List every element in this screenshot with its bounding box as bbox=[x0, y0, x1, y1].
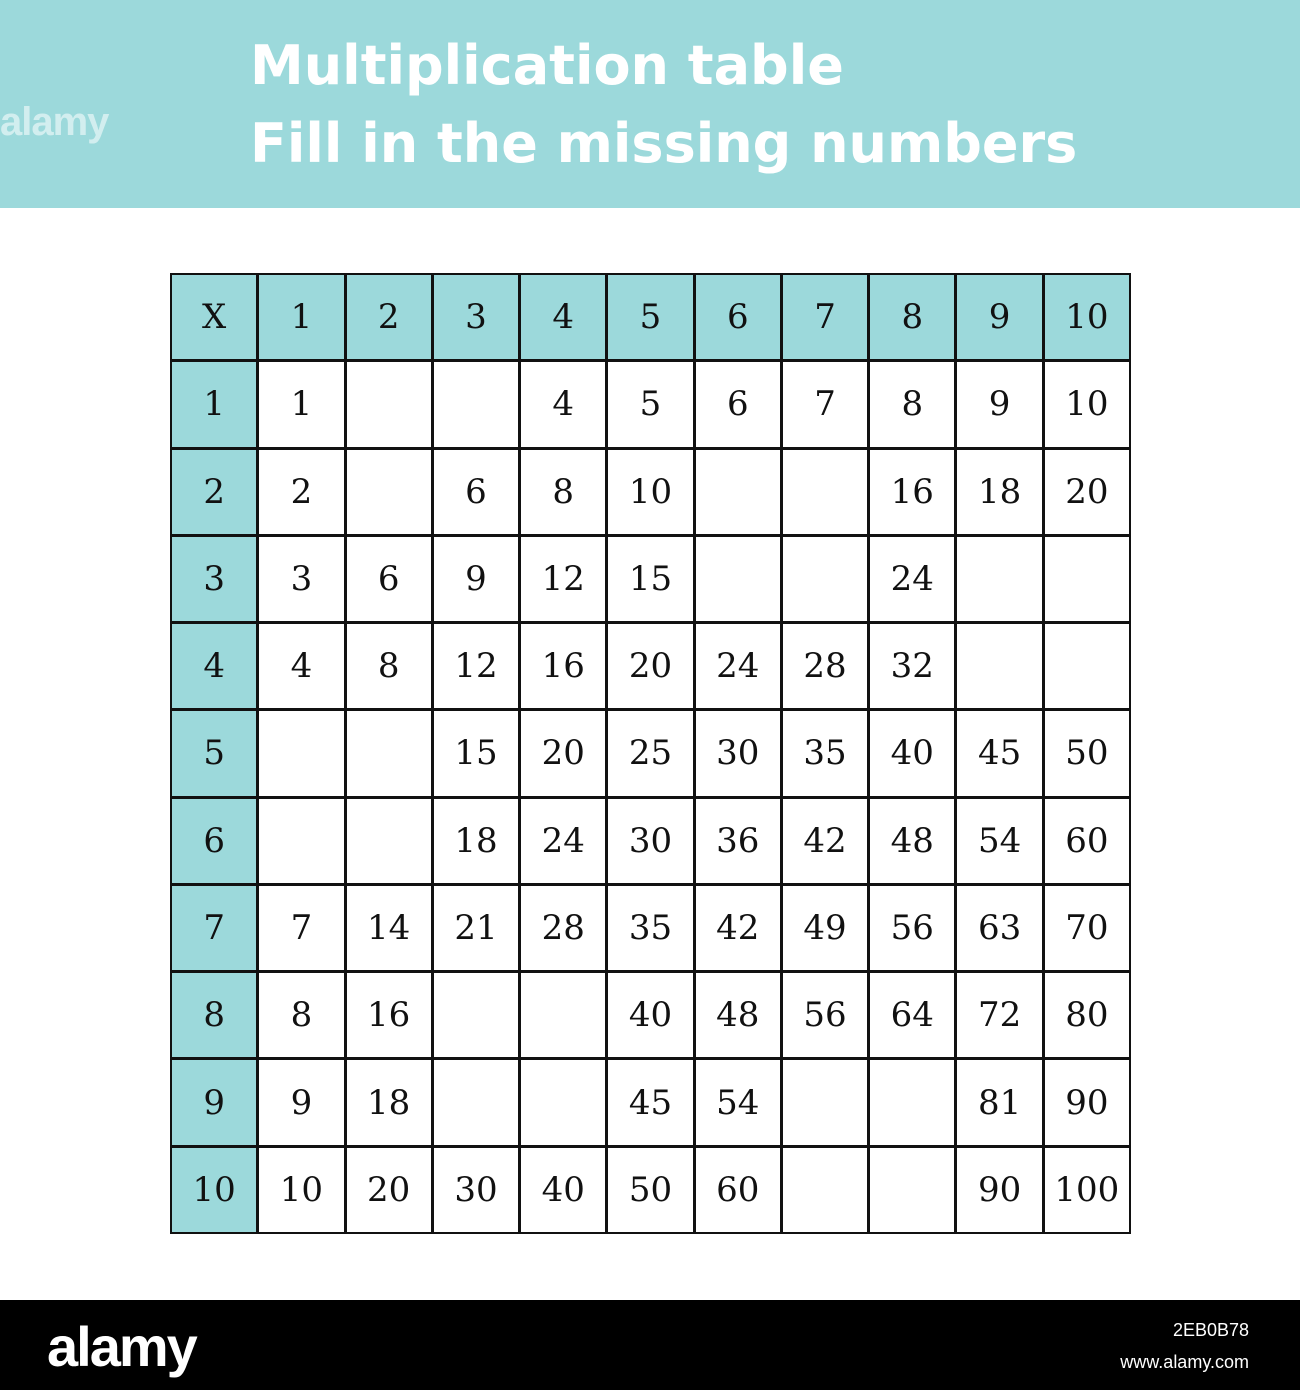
header-banner bbox=[0, 0, 1300, 208]
product-cell: 30 bbox=[608, 799, 692, 883]
product-cell: 72 bbox=[957, 973, 1041, 1057]
page-subtitle: Fill in the missing numbers bbox=[250, 112, 1078, 175]
product-cell: 15 bbox=[608, 537, 692, 621]
blank-answer-cell[interactable] bbox=[259, 799, 343, 883]
product-cell: 25 bbox=[608, 711, 692, 795]
product-cell: 16 bbox=[521, 624, 605, 708]
product-cell: 12 bbox=[434, 624, 518, 708]
blank-answer-cell[interactable] bbox=[521, 973, 605, 1057]
product-cell: 8 bbox=[347, 624, 431, 708]
product-cell: 42 bbox=[696, 886, 780, 970]
product-cell: 56 bbox=[783, 973, 867, 1057]
product-cell: 16 bbox=[347, 973, 431, 1057]
row-header: 10 bbox=[172, 1148, 256, 1232]
blank-answer-cell[interactable] bbox=[1045, 624, 1129, 708]
product-cell: 30 bbox=[434, 1148, 518, 1232]
product-cell: 20 bbox=[608, 624, 692, 708]
row-header: 4 bbox=[172, 624, 256, 708]
product-cell: 90 bbox=[1045, 1060, 1129, 1144]
product-cell: 35 bbox=[783, 711, 867, 795]
product-cell: 80 bbox=[1045, 973, 1129, 1057]
column-header: 5 bbox=[608, 275, 692, 359]
product-cell: 36 bbox=[696, 799, 780, 883]
product-cell: 5 bbox=[608, 362, 692, 446]
footer-logo: alamy bbox=[47, 1315, 196, 1378]
product-cell: 63 bbox=[957, 886, 1041, 970]
product-cell: 28 bbox=[521, 886, 605, 970]
product-cell: 9 bbox=[434, 537, 518, 621]
product-cell: 2 bbox=[259, 450, 343, 534]
column-header: 4 bbox=[521, 275, 605, 359]
product-cell: 40 bbox=[521, 1148, 605, 1232]
column-header: 6 bbox=[696, 275, 780, 359]
product-cell: 21 bbox=[434, 886, 518, 970]
blank-answer-cell[interactable] bbox=[870, 1148, 954, 1232]
product-cell: 45 bbox=[957, 711, 1041, 795]
product-cell: 7 bbox=[259, 886, 343, 970]
blank-answer-cell[interactable] bbox=[783, 450, 867, 534]
blank-answer-cell[interactable] bbox=[259, 711, 343, 795]
product-cell: 10 bbox=[608, 450, 692, 534]
product-cell: 49 bbox=[783, 886, 867, 970]
blank-answer-cell[interactable] bbox=[957, 624, 1041, 708]
blank-answer-cell[interactable] bbox=[783, 537, 867, 621]
column-header: 7 bbox=[783, 275, 867, 359]
row-header: 3 bbox=[172, 537, 256, 621]
blank-answer-cell[interactable] bbox=[521, 1060, 605, 1144]
product-cell: 18 bbox=[434, 799, 518, 883]
multiplication-grid bbox=[170, 273, 1131, 1234]
footer-url: www.alamy.com bbox=[1120, 1352, 1249, 1372]
product-cell: 60 bbox=[696, 1148, 780, 1232]
blank-answer-cell[interactable] bbox=[347, 362, 431, 446]
product-cell: 100 bbox=[1045, 1148, 1129, 1232]
product-cell: 8 bbox=[521, 450, 605, 534]
blank-answer-cell[interactable] bbox=[434, 973, 518, 1057]
product-cell: 32 bbox=[870, 624, 954, 708]
row-header: 8 bbox=[172, 973, 256, 1057]
product-cell: 56 bbox=[870, 886, 954, 970]
product-cell: 48 bbox=[870, 799, 954, 883]
row-header: 7 bbox=[172, 886, 256, 970]
product-cell: 3 bbox=[259, 537, 343, 621]
product-cell: 28 bbox=[783, 624, 867, 708]
product-cell: 40 bbox=[870, 711, 954, 795]
product-cell: 64 bbox=[870, 973, 954, 1057]
image-id: 2EB0B78 bbox=[1172, 1320, 1249, 1340]
column-header: 3 bbox=[434, 275, 518, 359]
product-cell: 81 bbox=[957, 1060, 1041, 1144]
product-cell: 15 bbox=[434, 711, 518, 795]
product-cell: 14 bbox=[347, 886, 431, 970]
blank-answer-cell[interactable] bbox=[347, 799, 431, 883]
product-cell: 54 bbox=[957, 799, 1041, 883]
product-cell: 40 bbox=[608, 973, 692, 1057]
product-cell: 8 bbox=[870, 362, 954, 446]
product-cell: 18 bbox=[957, 450, 1041, 534]
blank-answer-cell[interactable] bbox=[347, 450, 431, 534]
product-cell: 90 bbox=[957, 1148, 1041, 1232]
blank-answer-cell[interactable] bbox=[696, 537, 780, 621]
column-header: 8 bbox=[870, 275, 954, 359]
footer-bar bbox=[0, 1300, 1300, 1390]
product-cell: 4 bbox=[259, 624, 343, 708]
product-cell: 42 bbox=[783, 799, 867, 883]
product-cell: 54 bbox=[696, 1060, 780, 1144]
blank-answer-cell[interactable] bbox=[870, 1060, 954, 1144]
product-cell: 18 bbox=[347, 1060, 431, 1144]
blank-answer-cell[interactable] bbox=[434, 1060, 518, 1144]
product-cell: 8 bbox=[259, 973, 343, 1057]
product-cell: 6 bbox=[434, 450, 518, 534]
blank-answer-cell[interactable] bbox=[783, 1148, 867, 1232]
product-cell: 6 bbox=[696, 362, 780, 446]
product-cell: 60 bbox=[1045, 799, 1129, 883]
product-cell: 30 bbox=[696, 711, 780, 795]
product-cell: 9 bbox=[957, 362, 1041, 446]
product-cell: 20 bbox=[521, 711, 605, 795]
blank-answer-cell[interactable] bbox=[434, 362, 518, 446]
product-cell: 1 bbox=[259, 362, 343, 446]
product-cell: 6 bbox=[347, 537, 431, 621]
product-cell: 50 bbox=[608, 1148, 692, 1232]
product-cell: 20 bbox=[347, 1148, 431, 1232]
row-header: 5 bbox=[172, 711, 256, 795]
column-header: 9 bbox=[957, 275, 1041, 359]
corner-header: X bbox=[172, 275, 256, 359]
blank-answer-cell[interactable] bbox=[1045, 537, 1129, 621]
product-cell: 7 bbox=[783, 362, 867, 446]
blank-answer-cell[interactable] bbox=[347, 711, 431, 795]
column-header: 2 bbox=[347, 275, 431, 359]
product-cell: 70 bbox=[1045, 886, 1129, 970]
row-header: 1 bbox=[172, 362, 256, 446]
watermark-left: alamy bbox=[0, 100, 109, 144]
product-cell: 9 bbox=[259, 1060, 343, 1144]
product-cell: 50 bbox=[1045, 711, 1129, 795]
product-cell: 48 bbox=[696, 973, 780, 1057]
blank-answer-cell[interactable] bbox=[783, 1060, 867, 1144]
blank-answer-cell[interactable] bbox=[696, 450, 780, 534]
product-cell: 12 bbox=[521, 537, 605, 621]
product-cell: 35 bbox=[608, 886, 692, 970]
product-cell: 24 bbox=[870, 537, 954, 621]
product-cell: 24 bbox=[521, 799, 605, 883]
column-header: 10 bbox=[1045, 275, 1129, 359]
blank-answer-cell[interactable] bbox=[957, 537, 1041, 621]
product-cell: 45 bbox=[608, 1060, 692, 1144]
product-cell: 4 bbox=[521, 362, 605, 446]
product-cell: 16 bbox=[870, 450, 954, 534]
row-header: 6 bbox=[172, 799, 256, 883]
product-cell: 20 bbox=[1045, 450, 1129, 534]
column-header: 1 bbox=[259, 275, 343, 359]
product-cell: 10 bbox=[259, 1148, 343, 1232]
row-header: 2 bbox=[172, 450, 256, 534]
product-cell: 10 bbox=[1045, 362, 1129, 446]
page-title: Multiplication table bbox=[250, 34, 844, 97]
row-header: 9 bbox=[172, 1060, 256, 1144]
product-cell: 24 bbox=[696, 624, 780, 708]
